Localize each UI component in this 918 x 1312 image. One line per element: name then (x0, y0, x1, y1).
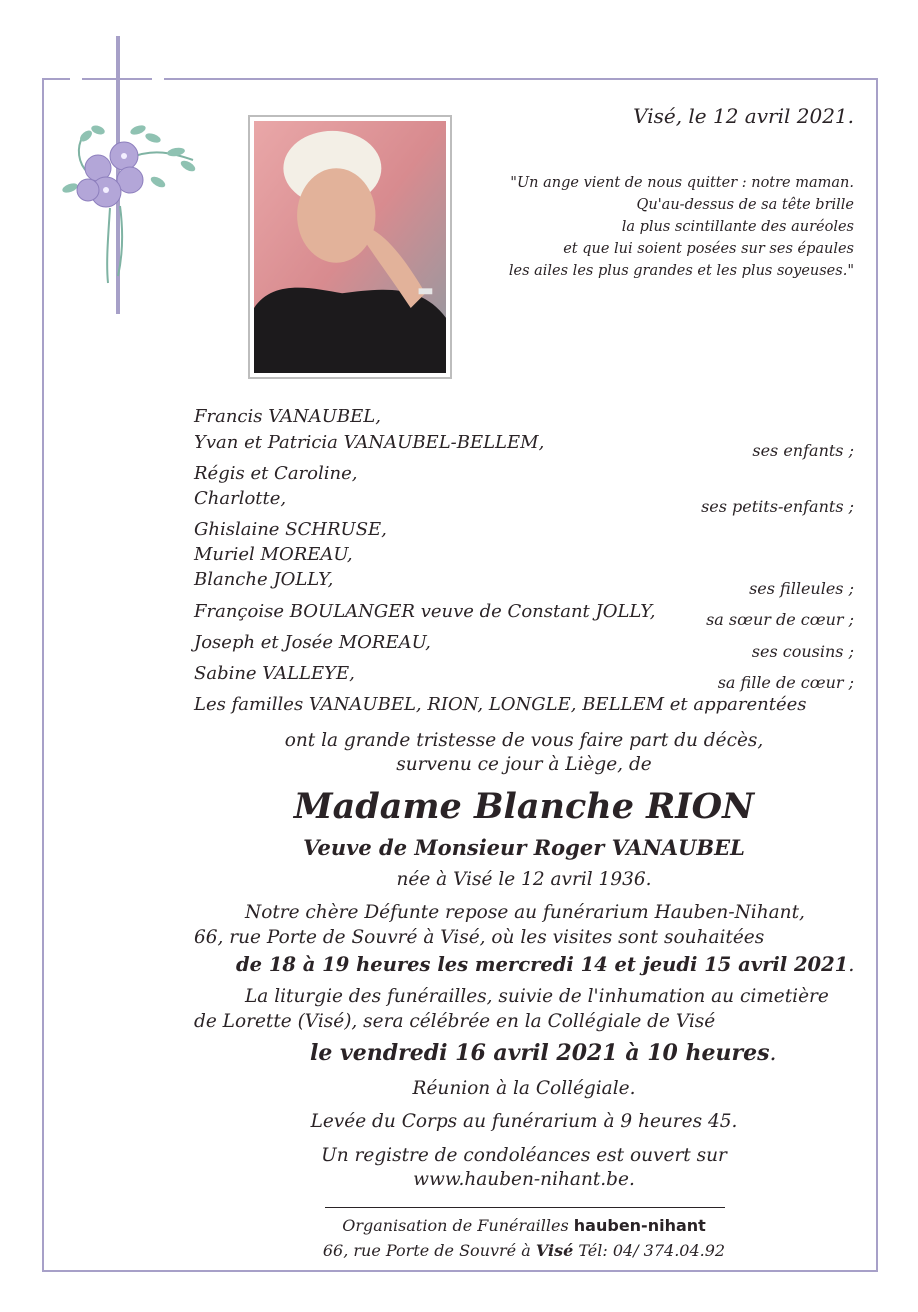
liturgy-when-text: le vendredi 16 avril 2021 à 10 heures (310, 1040, 770, 1066)
register-url: www.hauben-nihant.be. (413, 1169, 635, 1190)
family-line: Charlotte, (194, 488, 287, 509)
quote-line: Qu'au-dessus de sa tête brille (636, 197, 854, 213)
family-line: Françoise BOULANGER veuve de Constant JOLLY, (194, 601, 656, 622)
announcement-line: survenu ce jour à Liège, de (396, 754, 652, 775)
family-line: Blanche JOLLY, (194, 569, 334, 590)
visit-line: Notre chère Défunte repose au funérarium Hauben-Nihant, (245, 902, 805, 923)
address-phone: Tél: 04/ 374.04.92 (573, 1241, 726, 1260)
visit-hours-text: de 18 à 19 heures les mercredi 14 et jeudi 15 avril 2021 (236, 953, 849, 976)
relation-label: ses enfants ; (752, 441, 854, 460)
frame-gap (70, 74, 82, 84)
address-city: Visé (535, 1241, 574, 1260)
visit-period: . (848, 953, 855, 976)
levee-line: Levée du Corps au funérarium à 9 heures 45. (310, 1111, 738, 1132)
family-line: Ghislaine SCHRUSE, (194, 519, 387, 540)
liturgy-when (310, 1040, 776, 1066)
flower-icon (58, 118, 203, 290)
quote-line: la plus scintillante des auréoles (621, 219, 854, 235)
family-line: Francis VANAUBEL, (194, 406, 381, 427)
family-line: Joseph et Josée MOREAU, (194, 632, 431, 653)
frame-gap (152, 74, 164, 84)
org-line (194, 1216, 854, 1235)
announcement-line: ont la grande tristesse de vous faire part du décès, (284, 730, 764, 751)
portrait-photo (248, 115, 452, 379)
deceased-name: Madame Blanche RION (293, 786, 755, 827)
relation-label: sa sœur de cœur ; (706, 610, 854, 629)
address-line (194, 1241, 854, 1260)
divider (325, 1207, 725, 1208)
meeting-line: Réunion à la Collégiale. (412, 1078, 636, 1099)
org-prefix: Organisation de Funérailles (342, 1216, 574, 1235)
relation-label: sa fille de cœur ; (717, 673, 854, 692)
birth-line: née à Visé le 12 avril 1936. (396, 869, 652, 890)
liturgy-line: de Lorette (Visé), sera célébrée en la Collégiale de Visé (194, 1011, 716, 1032)
family-line: Sabine VALLEYE, (194, 663, 355, 684)
relation-label: ses cousins ; (751, 642, 854, 661)
relation-label: ses petits-enfants ; (701, 497, 854, 516)
family-line: Régis et Caroline, (194, 463, 358, 484)
liturgy-period: . (769, 1041, 777, 1066)
quote-line: et que lui soient posées sur ses épaules (563, 241, 854, 257)
quote-line: les ailes les plus grandes et les plus soyeuses." (508, 263, 854, 279)
family-line: Yvan et Patricia VANAUBEL-BELLEM, (194, 432, 545, 453)
epitaph-quote (454, 172, 854, 282)
visit-hours (236, 953, 854, 976)
address-prefix: 66, rue Porte de Souvré à (322, 1241, 536, 1260)
family-line: Muriel MOREAU, (194, 544, 353, 565)
relation-label: ses filleules ; (749, 579, 854, 598)
notice-date: Visé, le 12 avril 2021. (633, 104, 854, 128)
liturgy-line: La liturgie des funérailles, suivie de l'inhumation au cimetière (245, 986, 829, 1007)
widow-line: Veuve de Monsieur Roger VANAUBEL (303, 835, 745, 860)
quote-line: "Un ange vient de nous quitter : notre maman. (510, 175, 854, 191)
visit-line: 66, rue Porte de Souvré à Visé, où les visites sont souhaitées (194, 927, 765, 948)
family-line: Les familles VANAUBEL, RION, LONGLE, BELLEM et apparentées (194, 694, 807, 715)
org-brand: hauben-nihant (573, 1216, 706, 1235)
register-line: Un registre de condoléances est ouvert sur (321, 1145, 727, 1166)
